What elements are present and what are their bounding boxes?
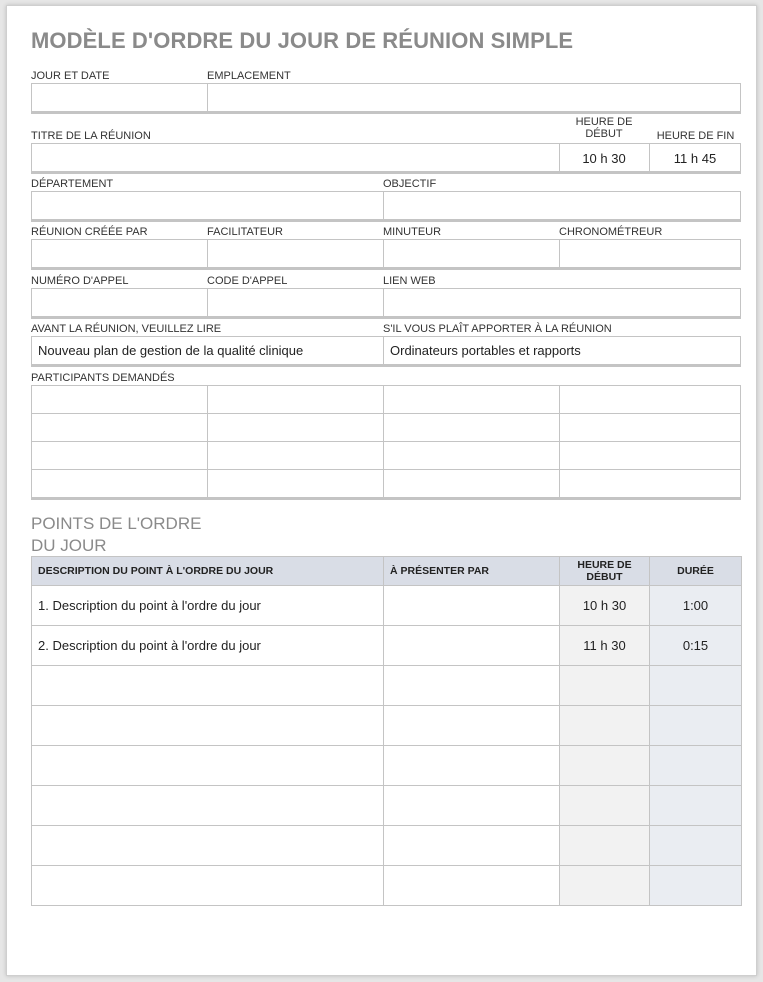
timekeeper-label: CHRONOMÉTREUR (559, 226, 663, 238)
agenda-description-cell[interactable] (32, 666, 384, 706)
agenda-section-title-line1: POINTS DE L'ORDRE (31, 514, 202, 533)
end-time-label: HEURE DE FIN (656, 130, 735, 142)
agenda-duration-cell[interactable]: 0:15 (650, 626, 742, 666)
location-label: EMPLACEMENT (207, 70, 291, 82)
table-row (32, 746, 742, 786)
department-label: DÉPARTEMENT (31, 178, 114, 190)
meeting-title-label: TITRE DE LA RÉUNION (31, 130, 151, 142)
agenda-start-cell[interactable] (560, 746, 650, 786)
agenda-header-row (32, 557, 742, 586)
call-number-field[interactable] (32, 289, 206, 316)
facilitator-label: FACILITATEUR (207, 226, 283, 238)
objective-label: OBJECTIF (383, 178, 437, 190)
agenda-presenter-cell[interactable] (384, 746, 560, 786)
agenda-description-cell[interactable] (32, 706, 384, 746)
agenda-presenter-cell[interactable] (384, 706, 560, 746)
bring-label: S'IL VOUS PLAÎT APPORTER À LA RÉUNION (383, 323, 612, 335)
participants-grid (31, 385, 741, 500)
agenda-description-cell[interactable]: 1. Description du point à l'ordre du jour (32, 586, 384, 626)
web-link-label: LIEN WEB (383, 275, 436, 287)
location-field[interactable] (208, 84, 740, 111)
agenda-presenter-cell[interactable] (384, 786, 560, 826)
read-before-label: AVANT LA RÉUNION, VEUILLEZ LIRE (31, 323, 222, 335)
table-row (32, 586, 742, 626)
table-row (32, 706, 742, 746)
header-description: DESCRIPTION DU POINT À L'ORDRE DU JOUR (32, 557, 384, 586)
header-duration: DURÉE (650, 557, 742, 586)
agenda-start-cell[interactable] (560, 666, 650, 706)
agenda-presenter-cell[interactable] (384, 826, 560, 866)
agenda-presenter-cell[interactable] (384, 666, 560, 706)
date-label: JOUR ET DATE (31, 70, 110, 82)
agenda-duration-cell[interactable] (650, 786, 742, 826)
agenda-duration-cell[interactable] (650, 826, 742, 866)
date-field[interactable] (32, 84, 206, 111)
agenda-description-cell[interactable] (32, 866, 384, 906)
agenda-presenter-cell[interactable] (384, 866, 560, 906)
department-field[interactable] (32, 192, 382, 219)
agenda-start-cell[interactable]: 10 h 30 (560, 586, 650, 626)
page-title: MODÈLE D'ORDRE DU JOUR DE RÉUNION SIMPLE (31, 28, 574, 53)
table-row (32, 826, 742, 866)
bring-field[interactable]: Ordinateurs portables et rapports (390, 343, 581, 358)
header-presenter: À PRÉSENTER PAR (384, 557, 560, 586)
timekeeper-field[interactable] (560, 240, 740, 267)
call-number-label: NUMÉRO D'APPEL (31, 275, 129, 287)
start-time-label: HEURE DE DÉBUT (575, 116, 633, 140)
end-time-field[interactable]: 11 h 45 (673, 151, 717, 166)
agenda-start-cell[interactable] (560, 786, 650, 826)
agenda-duration-cell[interactable] (650, 706, 742, 746)
agenda-duration-cell[interactable]: 1:00 (650, 586, 742, 626)
agenda-description-cell[interactable] (32, 746, 384, 786)
call-code-label: CODE D'APPEL (207, 275, 288, 287)
created-by-label: RÉUNION CRÉÉE PAR (31, 226, 148, 238)
agenda-section-title-line2: DU JOUR (31, 536, 107, 555)
agenda-duration-cell[interactable] (650, 666, 742, 706)
agenda-presenter-cell[interactable] (384, 586, 560, 626)
table-row (32, 626, 742, 666)
call-code-field[interactable] (208, 289, 382, 316)
agenda-section-title (31, 513, 201, 557)
created-by-field[interactable] (32, 240, 206, 267)
meeting-title-field[interactable] (32, 144, 558, 171)
header-start-time: HEURE DE DÉBUT (560, 557, 650, 586)
agenda-start-cell[interactable]: 11 h 30 (560, 626, 650, 666)
table-row (32, 866, 742, 906)
agenda-presenter-cell[interactable] (384, 626, 560, 666)
agenda-description-cell[interactable] (32, 786, 384, 826)
agenda-start-cell[interactable] (560, 706, 650, 746)
document-page (6, 5, 757, 976)
table-row (32, 786, 742, 826)
start-time-field[interactable]: 10 h 30 (582, 151, 626, 166)
agenda-duration-cell[interactable] (650, 866, 742, 906)
timer-label: MINUTEUR (383, 226, 442, 238)
agenda-start-cell[interactable] (560, 826, 650, 866)
objective-field[interactable] (384, 192, 740, 219)
agenda-description-cell[interactable]: 2. Description du point à l'ordre du jour (32, 626, 384, 666)
agenda-start-cell[interactable] (560, 866, 650, 906)
agenda-table (31, 556, 742, 906)
web-link-field[interactable] (384, 289, 740, 316)
agenda-description-cell[interactable] (32, 826, 384, 866)
facilitator-field[interactable] (208, 240, 382, 267)
timer-field[interactable] (384, 240, 558, 267)
table-row (32, 666, 742, 706)
read-before-field[interactable]: Nouveau plan de gestion de la qualité clinique (38, 343, 304, 358)
participants-label: PARTICIPANTS DEMANDÉS (31, 372, 175, 384)
agenda-duration-cell[interactable] (650, 746, 742, 786)
